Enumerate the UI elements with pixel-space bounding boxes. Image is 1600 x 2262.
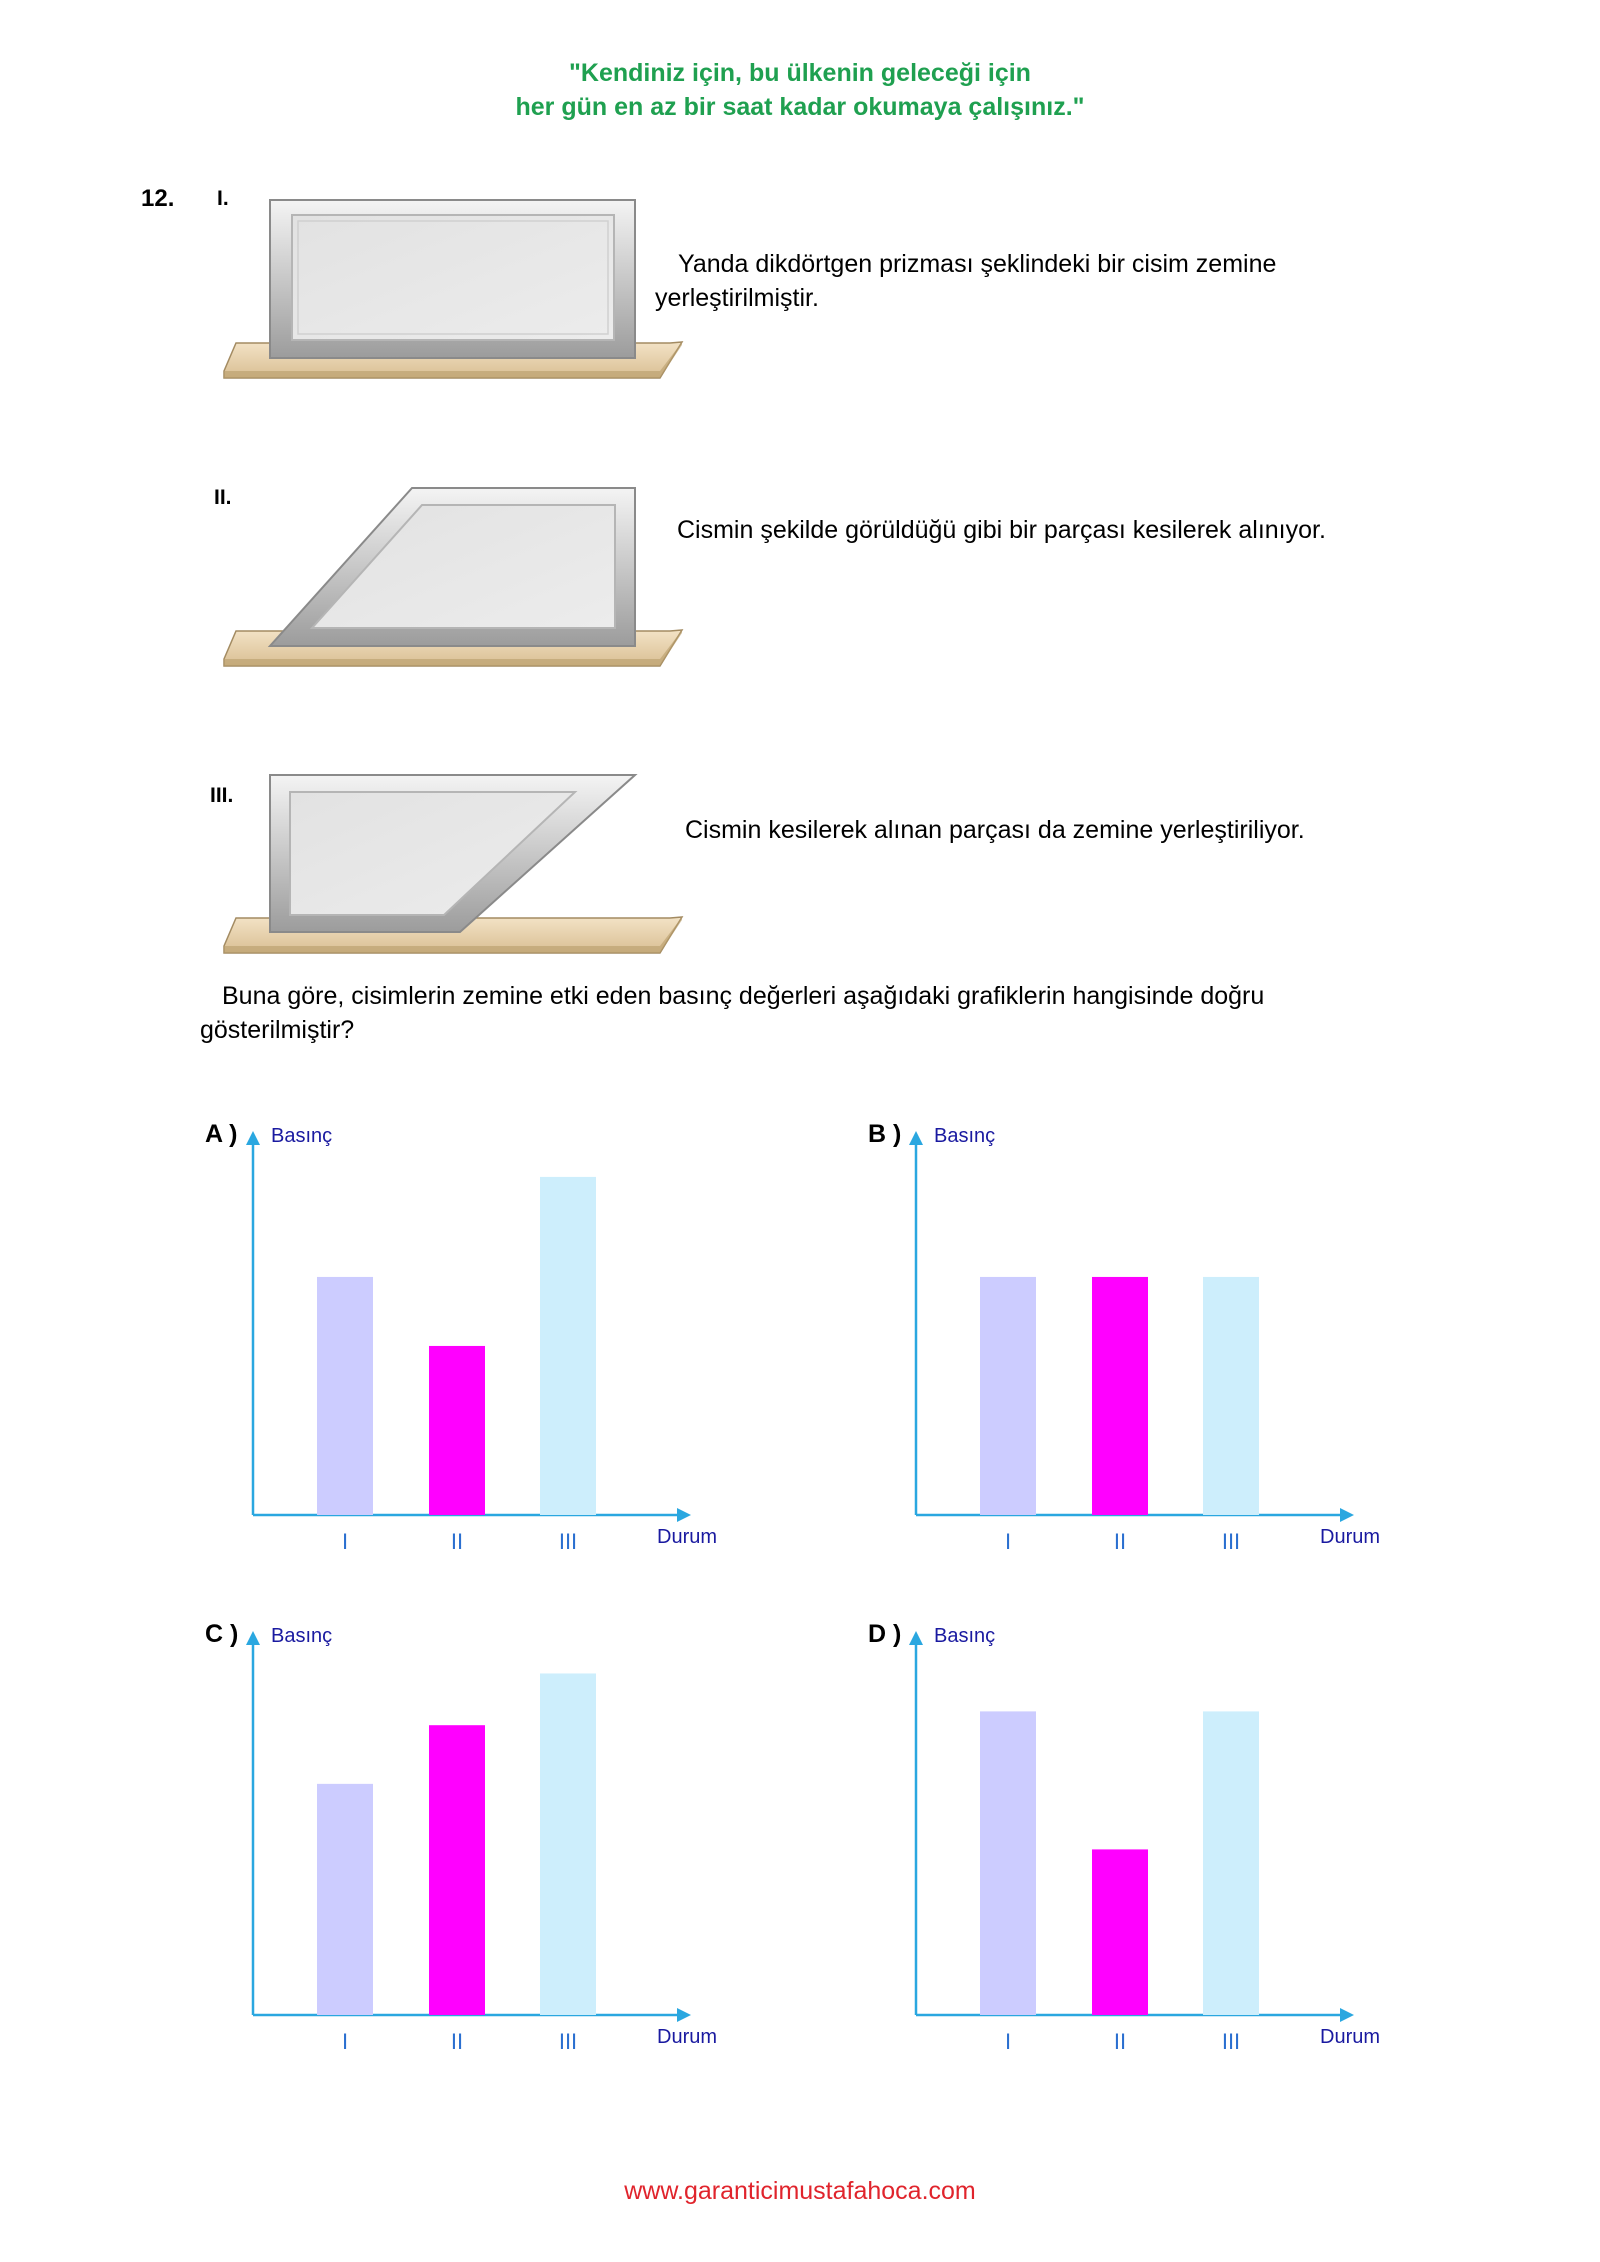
tick-label-i: I (341, 2029, 349, 2054)
option-label: A ) (205, 1120, 238, 1148)
tick-label-iii: III (1221, 1529, 1241, 1554)
step-2-roman: II. (214, 486, 232, 509)
step-2-text: Cismin şekilde görüldüğü gibi bir parçası kesilerek alınıyor. (677, 516, 1326, 544)
chart-option-a[interactable] (205, 1115, 725, 1555)
step-3-roman: III. (210, 784, 234, 807)
footer-url[interactable]: www.garanticimustafahoca.com (624, 2177, 976, 2205)
option-label: D ) (868, 1620, 902, 1648)
bar-i (980, 1277, 1036, 1515)
tick-label-i: I (1004, 2029, 1012, 2054)
step-1-roman: I. (217, 187, 229, 210)
x-axis-arrow (677, 2008, 691, 2022)
x-axis-label: Durum (657, 2026, 718, 2048)
y-axis-arrow (909, 1131, 923, 1145)
bar-ii (429, 1725, 485, 2015)
x-axis-arrow (677, 1508, 691, 1522)
x-axis-arrow (1340, 1508, 1354, 1522)
step-1-text-line-2: yerleştirilmiştir. (655, 284, 819, 312)
bar-i (980, 1711, 1036, 2015)
tick-label-iii: III (558, 2029, 578, 2054)
quote-line-1: "Kendiniz için, bu ülkenin geleceği için (569, 59, 1031, 87)
bar-iii (540, 1177, 596, 1515)
tick-label-ii: II (1113, 1529, 1127, 1554)
y-axis-label: Basınç (271, 1625, 333, 1647)
y-axis-label: Basınç (934, 1625, 996, 1647)
tick-label-iii: III (558, 1529, 578, 1554)
tick-label-i: I (341, 1529, 349, 1554)
bar-i (317, 1277, 373, 1515)
x-axis-arrow (1340, 2008, 1354, 2022)
tick-label-ii: II (450, 1529, 464, 1554)
x-axis-label: Durum (1320, 1526, 1381, 1548)
step-3-figure (220, 770, 690, 955)
chart-option-b[interactable] (868, 1115, 1388, 1555)
question-prompt-line-1: Buna göre, cisimlerin zemine etki eden basınç değerleri aşağıdaki grafiklerin hangisinde doğru (222, 982, 1265, 1010)
bar-ii (1092, 1277, 1148, 1515)
y-axis-label: Basınç (934, 1125, 996, 1147)
bar-iii (1203, 1277, 1259, 1515)
x-axis-label: Durum (1320, 2026, 1381, 2048)
y-axis-arrow (246, 1131, 260, 1145)
bar-ii (429, 1346, 485, 1515)
chart-option-c[interactable] (205, 1615, 725, 2055)
quote-line-2: her gün en az bir saat kadar okumaya çalışınız." (515, 93, 1085, 121)
x-axis-label: Durum (657, 1526, 718, 1548)
y-axis-label: Basınç (271, 1125, 333, 1147)
step-1-figure (220, 195, 690, 380)
tick-label-iii: III (1221, 2029, 1241, 2054)
bar-ii (1092, 1849, 1148, 2015)
question-prompt-line-2: gösterilmiştir? (200, 1016, 355, 1044)
step-1-text-line-1: Yanda dikdörtgen prizması şeklindeki bir cisim zemine (678, 250, 1277, 278)
step-3-text: Cismin kesilerek alınan parçası da zemine yerleştiriliyor. (685, 816, 1305, 844)
bar-i (317, 1784, 373, 2015)
question-number: 12. (141, 185, 175, 212)
chart-option-d[interactable] (868, 1615, 1388, 2055)
tick-label-ii: II (450, 2029, 464, 2054)
y-axis-arrow (909, 1631, 923, 1645)
tick-label-i: I (1004, 1529, 1012, 1554)
bar-iii (1203, 1711, 1259, 2015)
option-label: C ) (205, 1620, 239, 1648)
y-axis-arrow (246, 1631, 260, 1645)
step-2-figure (220, 483, 690, 668)
bar-iii (540, 1673, 596, 2015)
tick-label-ii: II (1113, 2029, 1127, 2054)
option-label: B ) (868, 1120, 902, 1148)
